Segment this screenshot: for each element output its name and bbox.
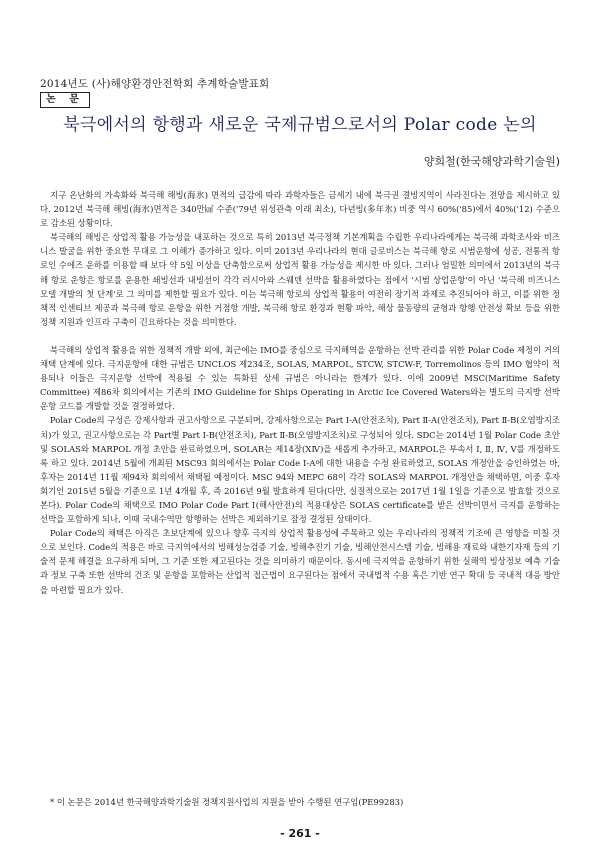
funding-footnote: * 이 논문은 2014년 한국해양과학기술원 정책지원사업의 지원을 받아 수행된 연구임(PE99283) — [50, 797, 404, 807]
body-paragraph: Polar Code의 채택은 아직은 초보단계에 있으나 향후 극지의 상업적 활용성에 주목하고 있는 우리나라의 정책적 기조에 큰 영향을 미칠 것으로 보인다. Code의 적용은 바로 극지역에서의 빙해성능검증 기술, 빙해추진기 기술, 빙해안전시스템 기술, 빙해용 재료와 내한기자재 등의 기술적 문제 해결을 요구하게 되며, 그 기준 또한 제고된다는 것을 의미하기 때문이다. 동시에 극지역을 운항하기 위한 실해역 빙상정보 예측 기술과 정보 구축 또한 선박의 건조 및 운항을 포함하는 산업적 접근법이 요구된다는 점에서 국내법적 수용 혹은 기반 연구 확대 등 국내적 대응 방안을 마련할 필요가 있다. — [40, 528, 560, 595]
conference-header: 2014년도 (사)해양환경안전학회 추계학술발표회 — [40, 78, 270, 90]
body-paragraph: Polar Code의 구성은 강제사항과 권고사항으로 구분되며, 강제사항으로는 Part Ⅰ-A(안전조치), Part Ⅱ-A(안전조치), Part Ⅱ-B(오염방지조치)가 있고, 권고사항으로는 각 Part별 Part Ⅰ-B(안전조치), Part Ⅱ-B(오염방지조치)로 구성되어 있다. SDC는 2014년 1월 Polar Code 초안 및 SOLAS와 MARPOL 개정 초안을 완료하였으며, SOLAR는 제14장(ⅩⅣ)을 새롭게 추가하고, MARPOL은 부속서 Ⅰ, Ⅱ, Ⅳ, Ⅴ를 개정하도록 하고 있다. 2014년 5월에 개최된 MSC93 회의에서는 Polar Code Ⅰ-A에 대한 내용을 수정 완료하였고, SOLAS 개정안을 승인하였는 바, 후자는 2014년 11월 제94차 회의에서 채택될 예정이다. MSC 94와 MEPC 68이 각각 SOLAS와 MARPOL 개정안을 채택하면, 이중 후자 회기인 2015년 5월을 기준으로 1년 4개월 후, 즉 2016년 9월 발효하게 된다(다만, 실질적으로는 2017년 1월 1일을 기준으로 발효할 것으로 본다). Polar Code의 채택으로 IMO Polar Code Part Ⅰ(해사안전)의 적용대상은 SOLAS certificate를 받은 선박이면서 극지를 운항하는 선박을 포함하게 되나, 이때 국내수역만 항행하는 선박은 제외하기로 잠정 결정된 상태이다. — [40, 415, 560, 525]
body-paragraph: 북극해의 해빙은 상업적 활용 가능성을 내포하는 것으로 특히 2013년 북극정책 기본계획을 수립한 우리나라에게는 북극해 과학조사와 비즈니스 발굴을 위한 중요한 무대로 그 이해가 증가하고 있다. 이미 2013년 우리나라의 현대 글로비스는 북극해 항로 시범운항에 성공, 전통적 항로인 수에즈 운하를 이용할 때 보다 약 5일 이상을 단축함으로써 상업적 활용 가능성을 제시한 바 있다. 그러나 엄밀한 의미에서 2013년의 북극해 항로 운항은 항로를 운용한 쇄빙선과 내빙선이 각각 러시아와 스웨덴 선박을 활용하였다는 점에서 '시범 상업운항'이 아닌 '북극해 비즈니스 모델 개발의 첫 단계'로 그 의미를 제한할 필요가 있다. 이는 북극해 항로의 상업적 활용이 여전히 장기적 과제로 추진되어야 하고, 이를 위한 정책적 인센티브 제공과 북극해 항로 운항을 위한 거점항 개발, 북극해 항로 환경과 현황 파악, 해상 물동량의 균형과 항행 안전성 확보 등을 위한 정책 지원과 인프라 구축이 긴요하다는 것을 의미한다. — [40, 232, 560, 327]
body-paragraph: 북극해의 상업적 활용을 위한 정책적 개발 외에, 최근에는 IMO를 중심으로 극지해역을 운항하는 선박 관리를 위한 Polar Code 제정이 거의 채택 단계에 있다. 극지운항에 대한 규범은 UNCLOS 제234조, SOLAS, MARPOL, STCW, STCW-F, Torremolinos 등의 IMO 협약이 적용되나 이들은 극지운항 선박에 적용될 수 있는 특화된 상세 규범은 아니라는 한계가 있다. 이에 2009년 MSC(Maritime Safety Committee) 제86차 회의에서는 기존의 IMO Guideline for Ships Operating in Arctic Ice Covered Waters와는 별도의 극지방 선박운항 코드를 개발할 것을 결정하였다. — [40, 344, 560, 412]
paper-type-tag: 논 문 — [40, 92, 90, 108]
author-affiliation: 양희철(한국해양과학기술원) — [423, 155, 560, 168]
page-number: - 261 - — [280, 827, 320, 840]
paper-body — [40, 188, 560, 597]
paper-title: 북극에서의 항행과 새로운 국제규범으로서의 Polar code 논의 — [63, 115, 537, 135]
body-paragraph: 지구 온난화의 가속화와 북극해 해빙(海氷) 면적의 급감에 따라 과학자들은 금세기 내에 북극권 결빙지역이 사라진다는 전망을 제시하고 있다. 2012년 북극해 해빙(海氷)면적은 340만㎢ 수준('79년 위성관측 이래 최소), 다년빙(多年氷) 비중 역시 60%('85)에서 40%('12) 수준으로 감소된 상황이다. — [40, 190, 560, 229]
